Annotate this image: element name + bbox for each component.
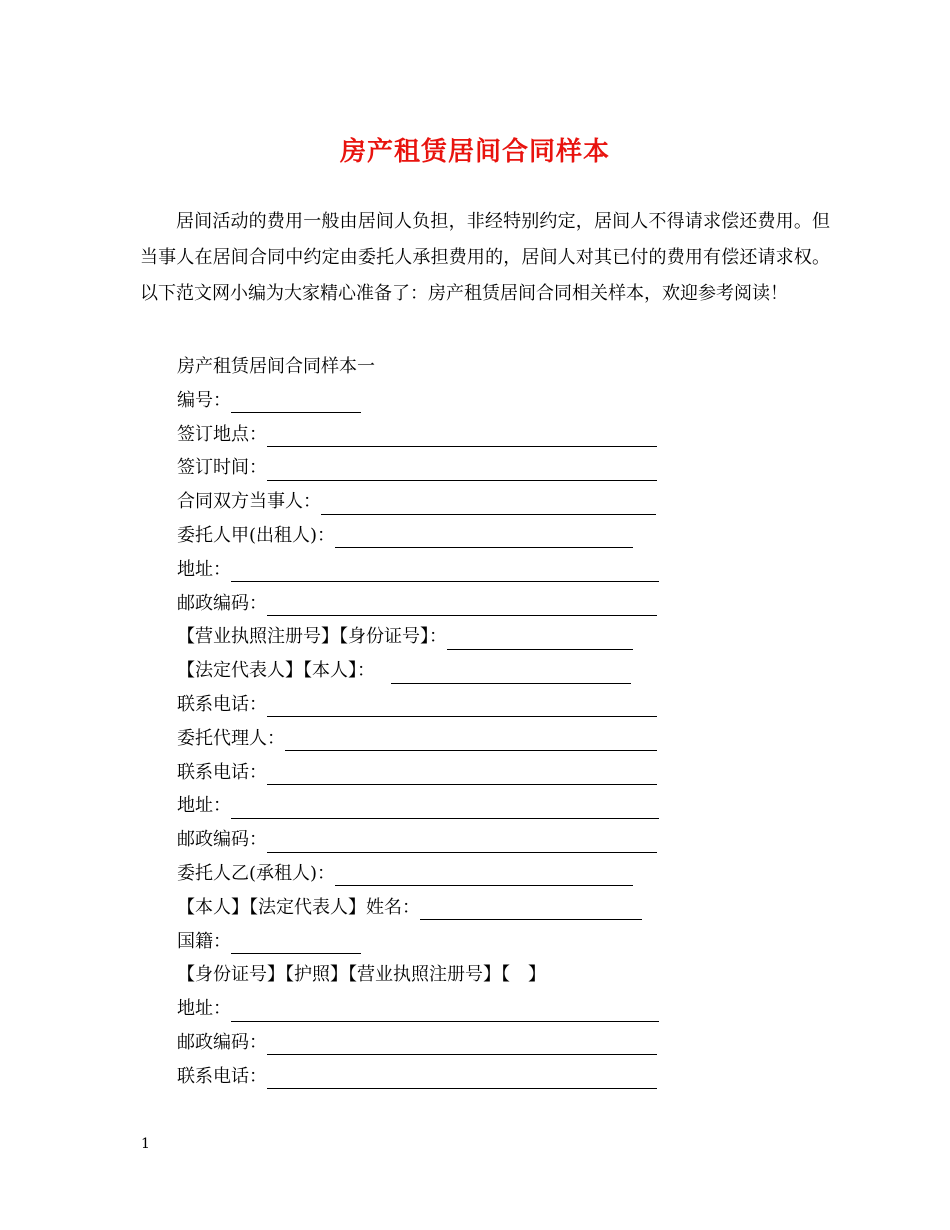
field-label: 委托人甲(出租人)：: [177, 524, 336, 546]
blank-line: [267, 1068, 657, 1089]
field-label: 国籍：: [177, 930, 231, 952]
blank-line: [267, 460, 657, 481]
blank-line: [335, 527, 633, 548]
field-label: 邮政编码：: [177, 592, 267, 614]
field-label: 编号：: [177, 389, 231, 411]
field-agent: [177, 722, 697, 756]
field-number: [177, 384, 697, 418]
blank-line: [231, 798, 659, 819]
field-label: 【营业执照注册号】【身份证号】：: [177, 626, 447, 648]
intro-paragraph: [140, 204, 830, 312]
field-label: 【身份证号】【护照】【营业执照注册号】【 】: [177, 964, 546, 986]
blank-line: [231, 392, 361, 413]
blank-line: [420, 899, 642, 920]
field-label: 邮政编码：: [177, 1031, 267, 1053]
field-postcode: [177, 587, 697, 621]
field-label: 委托代理人：: [177, 727, 285, 749]
blank-line: [285, 730, 657, 751]
field-label: 委托人乙(承租人)：: [177, 862, 336, 884]
field-representative: [177, 654, 697, 688]
blank-line: [391, 663, 631, 684]
field-label: 联系电话：: [177, 693, 267, 715]
field-label: 合同双方当事人：: [177, 491, 321, 513]
blank-line: [447, 629, 633, 650]
field-phone: [177, 756, 697, 790]
blank-line: [231, 933, 361, 954]
blank-line: [267, 696, 657, 717]
section-heading-text: 房产租赁居间合同样本一: [177, 356, 375, 377]
field-phone: [177, 1060, 697, 1094]
field-label: 签订地点：: [177, 423, 267, 445]
field-label: 联系电话：: [177, 1065, 267, 1087]
field-postcode: [177, 823, 697, 857]
field-postcode: [177, 1026, 697, 1060]
field-id-type: [177, 958, 697, 992]
contract-fields: [177, 350, 697, 1094]
field-sign-time: [177, 451, 697, 485]
blank-line: [267, 426, 657, 447]
blank-line: [267, 764, 657, 785]
field-parties: [177, 485, 697, 519]
field-label: 邮政编码：: [177, 829, 267, 851]
blank-line: [321, 494, 656, 515]
field-party-a: [177, 519, 697, 553]
document-title: 房产租赁居间合同样本: [339, 137, 610, 167]
field-label: 地址：: [177, 795, 231, 817]
field-address: [177, 992, 697, 1026]
field-address: [177, 789, 697, 823]
field-label: 地址：: [177, 558, 231, 580]
field-phone: [177, 688, 697, 722]
intro-text: 居间活动的费用一般由居间人负担，非经特别约定，居间人不得请求偿还费用。但当事人在居间合同中约定由委托人承担费用的，居间人对其已付的费用有偿还请求权。以下范文网小编为大家精心准备了：房产租赁居间合同相关样本，欢迎参考阅读！: [140, 211, 830, 304]
section-heading: [177, 350, 697, 384]
field-sign-place: [177, 418, 697, 452]
field-nationality: [177, 925, 697, 959]
blank-line: [267, 1034, 657, 1055]
blank-line: [231, 1001, 659, 1022]
field-address: [177, 553, 697, 587]
field-party-b: [177, 857, 697, 891]
field-name: [177, 891, 697, 925]
field-license-id: [177, 620, 697, 654]
blank-line: [231, 561, 659, 582]
page-number: 1: [141, 1136, 150, 1152]
field-label: 【法定代表人】【本人】：: [177, 660, 375, 682]
blank-line: [267, 832, 657, 853]
field-label: 地址：: [177, 998, 231, 1020]
blank-line: [335, 865, 633, 886]
field-label: 联系电话：: [177, 761, 267, 783]
blank-line: [267, 595, 657, 616]
field-label: 签订时间：: [177, 457, 267, 479]
field-label: 【本人】【法定代表人】姓名：: [177, 896, 420, 918]
